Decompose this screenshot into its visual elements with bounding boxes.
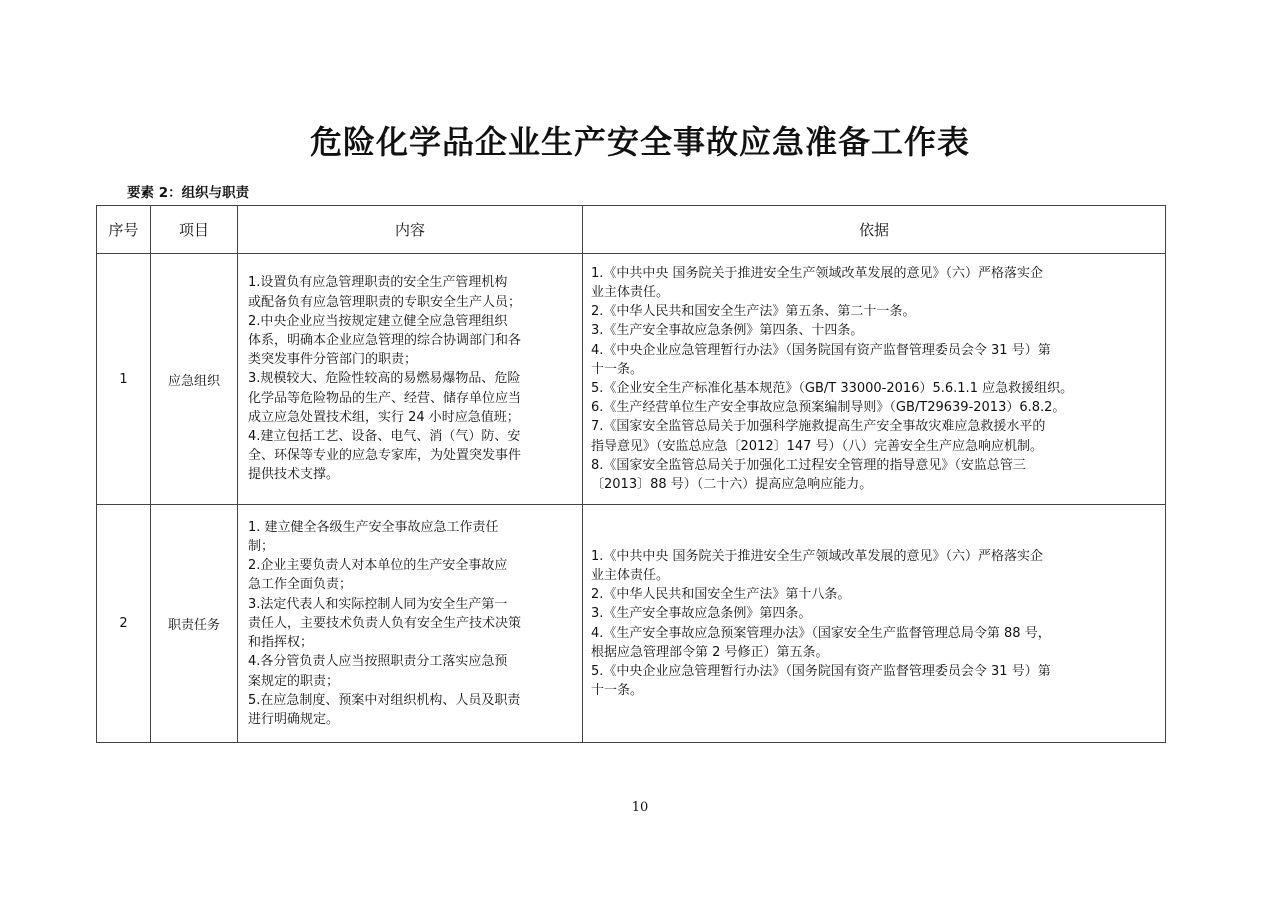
basis-line: 3.《生产安全事故应急条例》第四条、十四条。 xyxy=(591,323,864,339)
content-line: 体系，明确本企业应急管理的综合协调部门和各 xyxy=(248,332,522,348)
content-line: 5.在应急制度、预案中对组织机构、人员及职责 xyxy=(248,692,521,708)
basis-line: 1.《中共中央 国务院关于推进安全生产领域改革发展的意见》（六）严格落实企 xyxy=(591,265,1044,281)
basis-line: 6.《生产经营单位生产安全事故应急预案编制导则》（GB/T29639-2013）6.8.2。 xyxy=(591,400,1066,416)
content-line: 进行明确规定。 xyxy=(248,711,340,727)
table-header-row xyxy=(97,206,1166,254)
basis-line: 〔2013〕88 号）（二十六）提高应急响应能力。 xyxy=(591,477,873,493)
row-basis xyxy=(583,505,1166,743)
content-line: 3.规模较大、危险性较高的易燃易爆物品、危险 xyxy=(248,371,521,387)
basis-line: 5.《企业安全生产标准化基本规范》（GB/T 33000-2016）5.6.1.1 应急救援组织。 xyxy=(591,381,1074,396)
basis-line: 7.《国家安全监管总局关于加强科学施救提高生产安全事故灾难应急救援水平的 xyxy=(591,419,1046,435)
basis-line: 业主体责任。 xyxy=(591,567,670,583)
content-line: 急工作全面负责； xyxy=(248,577,353,593)
basis-line: 业主体责任。 xyxy=(591,284,670,300)
basis-line: 3.《生产安全事故应急条例》第四条。 xyxy=(591,606,812,622)
content-line: 2.中央企业应当按规定建立健全应急管理组织 xyxy=(248,313,508,329)
basis-line: 2.《中华人民共和国安全生产法》第五条、第二十一条。 xyxy=(591,304,916,320)
content-line: 案规定的职责； xyxy=(248,673,340,689)
row-index: 2 xyxy=(97,505,151,743)
content-line: 和指挥权； xyxy=(248,635,314,651)
content-line: 2.企业主要负责人对本单位的生产安全事故应 xyxy=(248,558,508,574)
content-line: 4.各分管负责人应当按照职责分工落实应急预 xyxy=(248,654,508,670)
element-label: 要素 2：组织与职责 xyxy=(127,185,250,201)
row-index: 1 xyxy=(97,254,151,505)
basis-line: 根据应急管理部令第 2 号修正）第五条。 xyxy=(591,644,829,660)
work-table xyxy=(96,205,1166,743)
header-index: 序号 xyxy=(97,206,151,254)
row-content xyxy=(238,254,583,505)
content-line: 1.设置负有应急管理职责的安全生产管理机构 xyxy=(248,275,508,291)
content-line: 或配备负有应急管理职责的专职安全生产人员； xyxy=(248,294,522,310)
page-number: 10 xyxy=(631,800,649,815)
basis-line: 4.《生产安全事故应急预案管理办法》（国家安全生产监督管理总局令第 88 号， xyxy=(591,625,1051,641)
basis-line: 十一条。 xyxy=(591,361,644,377)
content-line: 全、环保等专业的应急专家库，为处置突发事件 xyxy=(248,448,522,464)
row-item: 职责任务 xyxy=(151,505,238,743)
basis-line: 4.《中央企业应急管理暂行办法》（国务院国有资产监督管理委员会令 31 号）第 xyxy=(591,342,1051,358)
content-line: 制； xyxy=(248,539,275,555)
document-title: 危险化学品企业生产安全事故应急准备工作表 xyxy=(309,123,970,161)
header-content: 内容 xyxy=(238,206,583,254)
table-row xyxy=(97,505,1166,743)
header-item: 项目 xyxy=(151,206,238,254)
content-line: 责任人，主要技术负责人负有安全生产技术决策 xyxy=(248,615,522,631)
content-line: 成立应急处置技术组，实行 24 小时应急值班； xyxy=(248,409,520,425)
content-line: 提供技术支撑。 xyxy=(248,467,340,483)
basis-line: 8.《国家安全监管总局关于加强化工过程安全管理的指导意见》（安监总管三 xyxy=(591,457,1026,473)
content-line: 化学品等危险物品的生产、经营、储存单位应当 xyxy=(248,390,522,406)
basis-line: 5.《中央企业应急管理暂行办法》（国务院国有资产监督管理委员会令 31 号）第 xyxy=(591,663,1051,679)
content-line: 类突发事件分管部门的职责； xyxy=(248,352,418,368)
basis-line: 指导意见》（安监总应急〔2012〕147 号）（八）完善安全生产应急响应机制。 xyxy=(591,438,1044,454)
basis-line: 1.《中共中央 国务院关于推进安全生产领域改革发展的意见》（六）严格落实企 xyxy=(591,548,1044,564)
row-basis xyxy=(583,254,1166,505)
header-basis: 依据 xyxy=(583,206,1166,254)
content-line: 4.建立包括工艺、设备、电气、消（气）防、安 xyxy=(248,429,521,444)
basis-line: 2.《中华人民共和国安全生产法》第十八条。 xyxy=(591,587,851,603)
content-line: 1. 建立健全各级生产安全事故应急工作责任 xyxy=(248,519,499,535)
table-row xyxy=(97,254,1166,505)
row-item: 应急组织 xyxy=(151,254,238,505)
basis-line: 十一条。 xyxy=(591,683,644,699)
row-content xyxy=(238,505,583,743)
content-line: 3.法定代表人和实际控制人同为安全生产第一 xyxy=(248,596,508,612)
